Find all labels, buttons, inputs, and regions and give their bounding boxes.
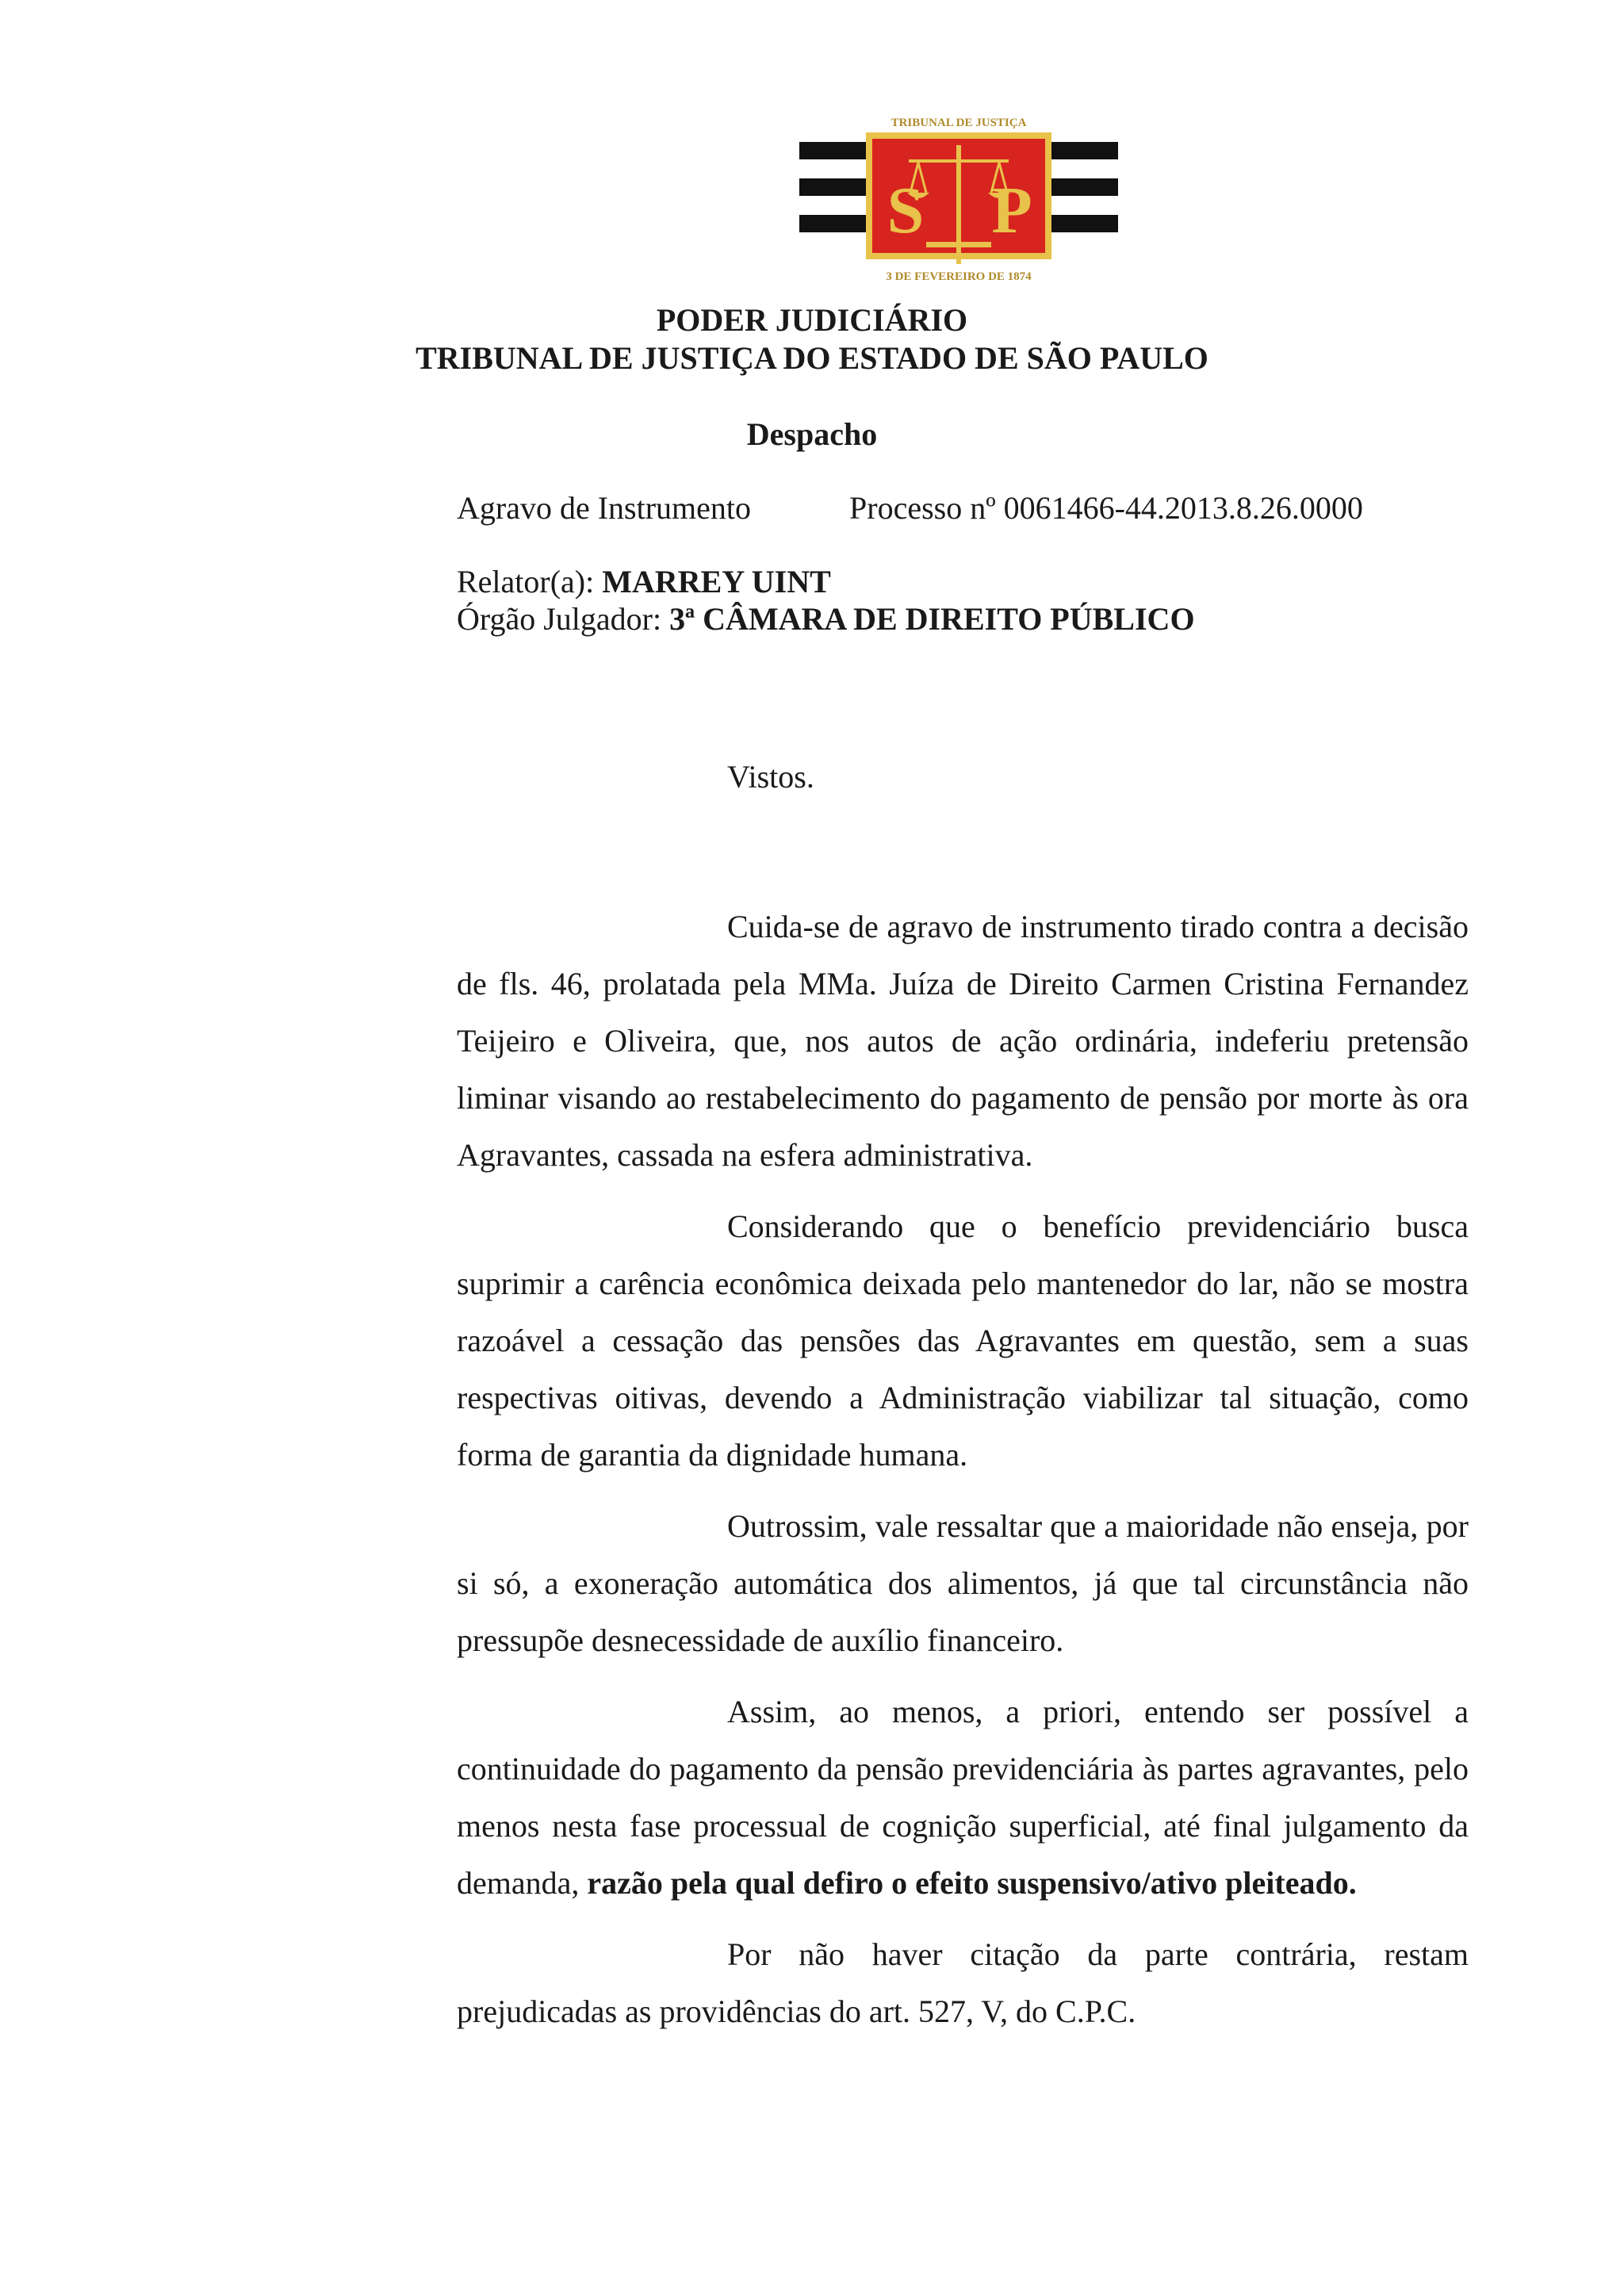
paragraph-3: Outrossim, vale ressaltar que a maioridade não enseja, por si só, a exoneração automática dos alimentos, já que tal circunstância não pressupõe desnecessidade de auxílio financeiro. <box>457 1508 1469 1658</box>
paragraph-4-text: Assim, ao menos, a priori, entendo ser possível a continuidade do pagamento da pensão previdenciária às partes agravantes, pelo menos nesta fase processual de cognição superficial, até final julgamento da demanda, <box>457 1694 1469 1901</box>
court-seal-logo <box>799 113 1118 284</box>
seal-letter-p: P <box>991 174 1032 247</box>
header-tribunal: TRIBUNAL DE JUSTIÇA DO ESTADO DE SÃO PAULO <box>416 340 1208 376</box>
seal-date-text: 3 DE FEVEREIRO DE 1874 <box>886 270 1032 283</box>
orgao-julgador-line <box>457 600 1195 638</box>
orgao-name: 3ª CÂMARA DE DIREITO PÚBLICO <box>669 601 1195 637</box>
paragraph-4-bold-decision: razão pela qual defiro o efeito suspensivo/ativo pleiteado. <box>587 1865 1357 1901</box>
paragraph-2: Considerando que o benefício previdenciário busca suprimir a carência econômica deixada pelo mantenedor do lar, não se mostra razoável a cessação das pensões das Agravantes em questão, sem a suas respectivas oitivas, devendo a Administração viabilizar tal situação, como forma de garantia da dignidade humana. <box>457 1208 1469 1473</box>
relator-line <box>457 563 831 601</box>
agravo-label: Agravo de Instrumento <box>457 490 752 526</box>
relator-name: MARREY UINT <box>602 564 831 599</box>
document-type-title: Despacho <box>746 416 878 452</box>
orgao-label: Órgão Julgador: <box>457 601 670 637</box>
seal-letter-s: S <box>887 174 925 247</box>
header-poder-judiciario: PODER JUDICIÁRIO <box>656 302 968 338</box>
paragraph-1: Cuida-se de agravo de instrumento tirado contra a decisão de fls. 46, prolatada pela MMa. Juíza de Direito Carmen Cristina Fernandez Teijeiro e Oliveira, que, nos autos de ação ordinária, indeferiu pretensão liminar visando ao restabelecimento do pagamento de pensão por morte às ora Agravantes, cassada na esfera administrativa. <box>457 909 1469 1173</box>
document-body <box>457 898 1469 2055</box>
processo-number: Processo nº 0061466-44.2013.8.26.0000 <box>849 490 1363 526</box>
seal-top-text: TRIBUNAL DE JUSTIÇA <box>891 117 1027 129</box>
paragraph-4 <box>457 1683 1469 1912</box>
paragraph-5: Por não haver citação da parte contrária, restam prejudicadas as providências do art. 527, V, do C.P.C. <box>457 1936 1469 2029</box>
relator-label: Relator(a): <box>457 564 603 599</box>
vistos-text: Vistos. <box>727 759 814 795</box>
